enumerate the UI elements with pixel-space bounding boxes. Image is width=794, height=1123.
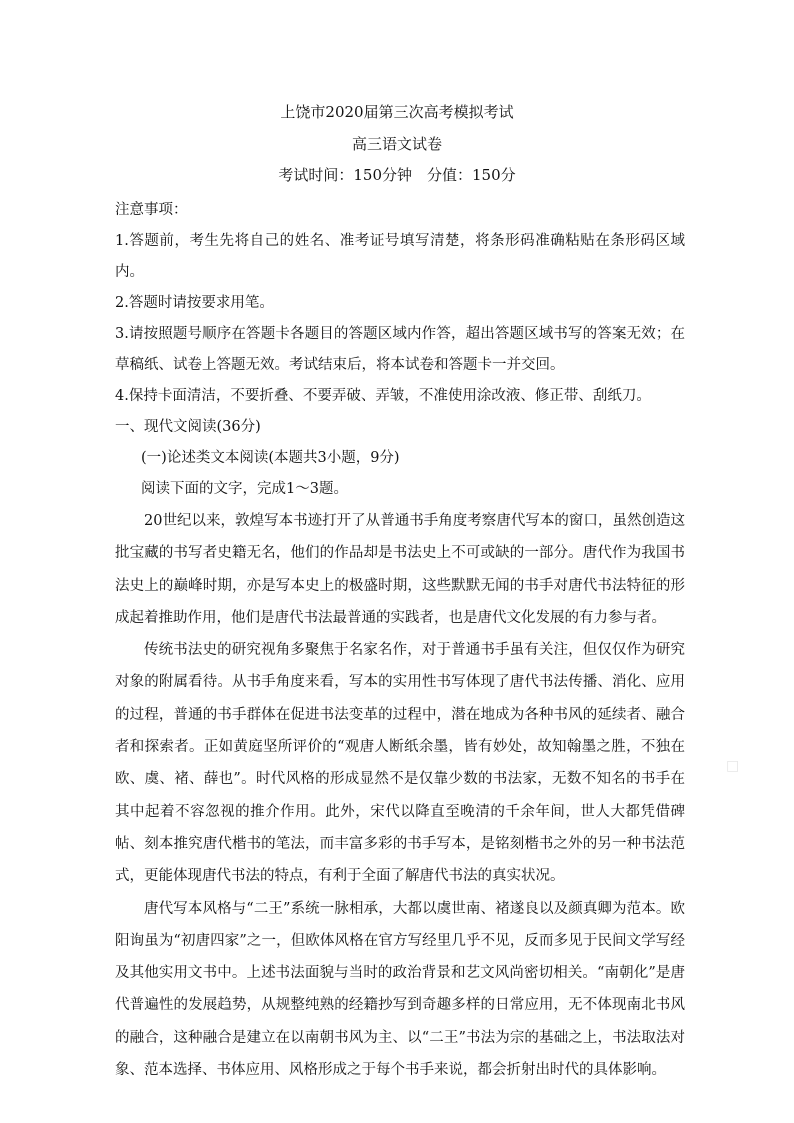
exam-subtitle: 高三语文试卷 <box>351 135 442 153</box>
passage-paragraph: 唐代写本风格与“二王”系统一脉相承，大都以虞世南、褚遂良以及颜真卿为范本。欧阳询虽为“初唐四家”之一，但欧体风格在官方写经里几乎不见，反而多见于民间文学写经及其他实用文书中。上述书法面貌与当时的政治背景和艺文风尚密切相关。“南朝化”是唐代普遍性的发展趋势，从规整纯熟的经籍抄写到奇趣多样的日常应用，无不体现南北书风的融合，这种融合是建立在以南朝书风为主、以“二王”书法为宗的基础之上，书法取法对象、范本选择、书体应用、风格形成之于每个书手来说，都会折射出时代的具体影响。 <box>115 900 685 1079</box>
notice-item: 1.答题前，考生先将自己的姓名、准考证号填写清楚，将条形码准确粘贴在条形码区域内。 <box>115 233 685 280</box>
exam-title: 上饶市2020届第三次高考模拟考试 <box>280 103 514 121</box>
section-subheading: (一)论述类文本阅读(本题共3小题，9分) <box>141 450 400 466</box>
notice-heading: 注意事项： <box>115 202 188 218</box>
exam-body <box>115 195 685 1086</box>
notice-item: 4.保持卡面清洁，不要折叠、不要弄破、弄皱，不准使用涂改液、修正带、刮纸刀。 <box>115 388 651 404</box>
section-heading: 一、现代文阅读(36分) <box>115 419 261 435</box>
exam-info: 考试时间：150分钟 分值：150分 <box>278 166 516 184</box>
watermark-mark: □ <box>726 758 740 774</box>
reading-instruction: 阅读下面的文字，完成1～3题。 <box>141 481 348 497</box>
passage-paragraph: 传统书法史的研究视角多聚焦于名家名作，对于普通书手虽有关注，但仅仅作为研究对象的附属看待。从书手角度来看，写本的实用性书写体现了唐代书法传播、消化、应用的过程，普通的书手群体在促进书法变革的过程中，潜在地成为各种书风的延续者、融合者和探索者。正如黄庭坚所评价的“观唐人断纸余墨，皆有妙处，故知翰墨之胜，不独在欧、虞、褚、薛也”。时代风格的形成显然不是仅靠少数的书法家，无数不知名的书手在其中起着不容忽视的推介作用。此外，宋代以降直至晚清的千余年间，世人大都凭借碑帖、刻本推究唐代楷书的笔法，而丰富多彩的书手写本，是铭刻楷书之外的另一种书法范式，更能体现唐代书法的特点，有利于全面了解唐代书法的真实状况。 <box>115 642 685 885</box>
passage-paragraph: 20世纪以来，敦煌写本书迹打开了从普通书手角度考察唐代写本的窗口，虽然创造这批宝藏的书写者史籍无名，他们的作品却是书法史上不可或缺的一部分。唐代作为我国书法史上的巅峰时期，亦是写本史上的极盛时期，这些默默无闻的书手对唐代书法特征的形成起着推助作用，他们是唐代书法最普通的实践者，也是唐代文化发展的有力参与者。 <box>115 513 685 626</box>
notice-item: 3.请按照题号顺序在答题卡各题目的答题区域内作答，超出答题区域书写的答案无效；在草稿纸、试卷上答题无效。考试结束后，将本试卷和答题卡一并交回。 <box>115 326 685 373</box>
notice-item: 2.答题时请按要求用笔。 <box>115 295 274 311</box>
